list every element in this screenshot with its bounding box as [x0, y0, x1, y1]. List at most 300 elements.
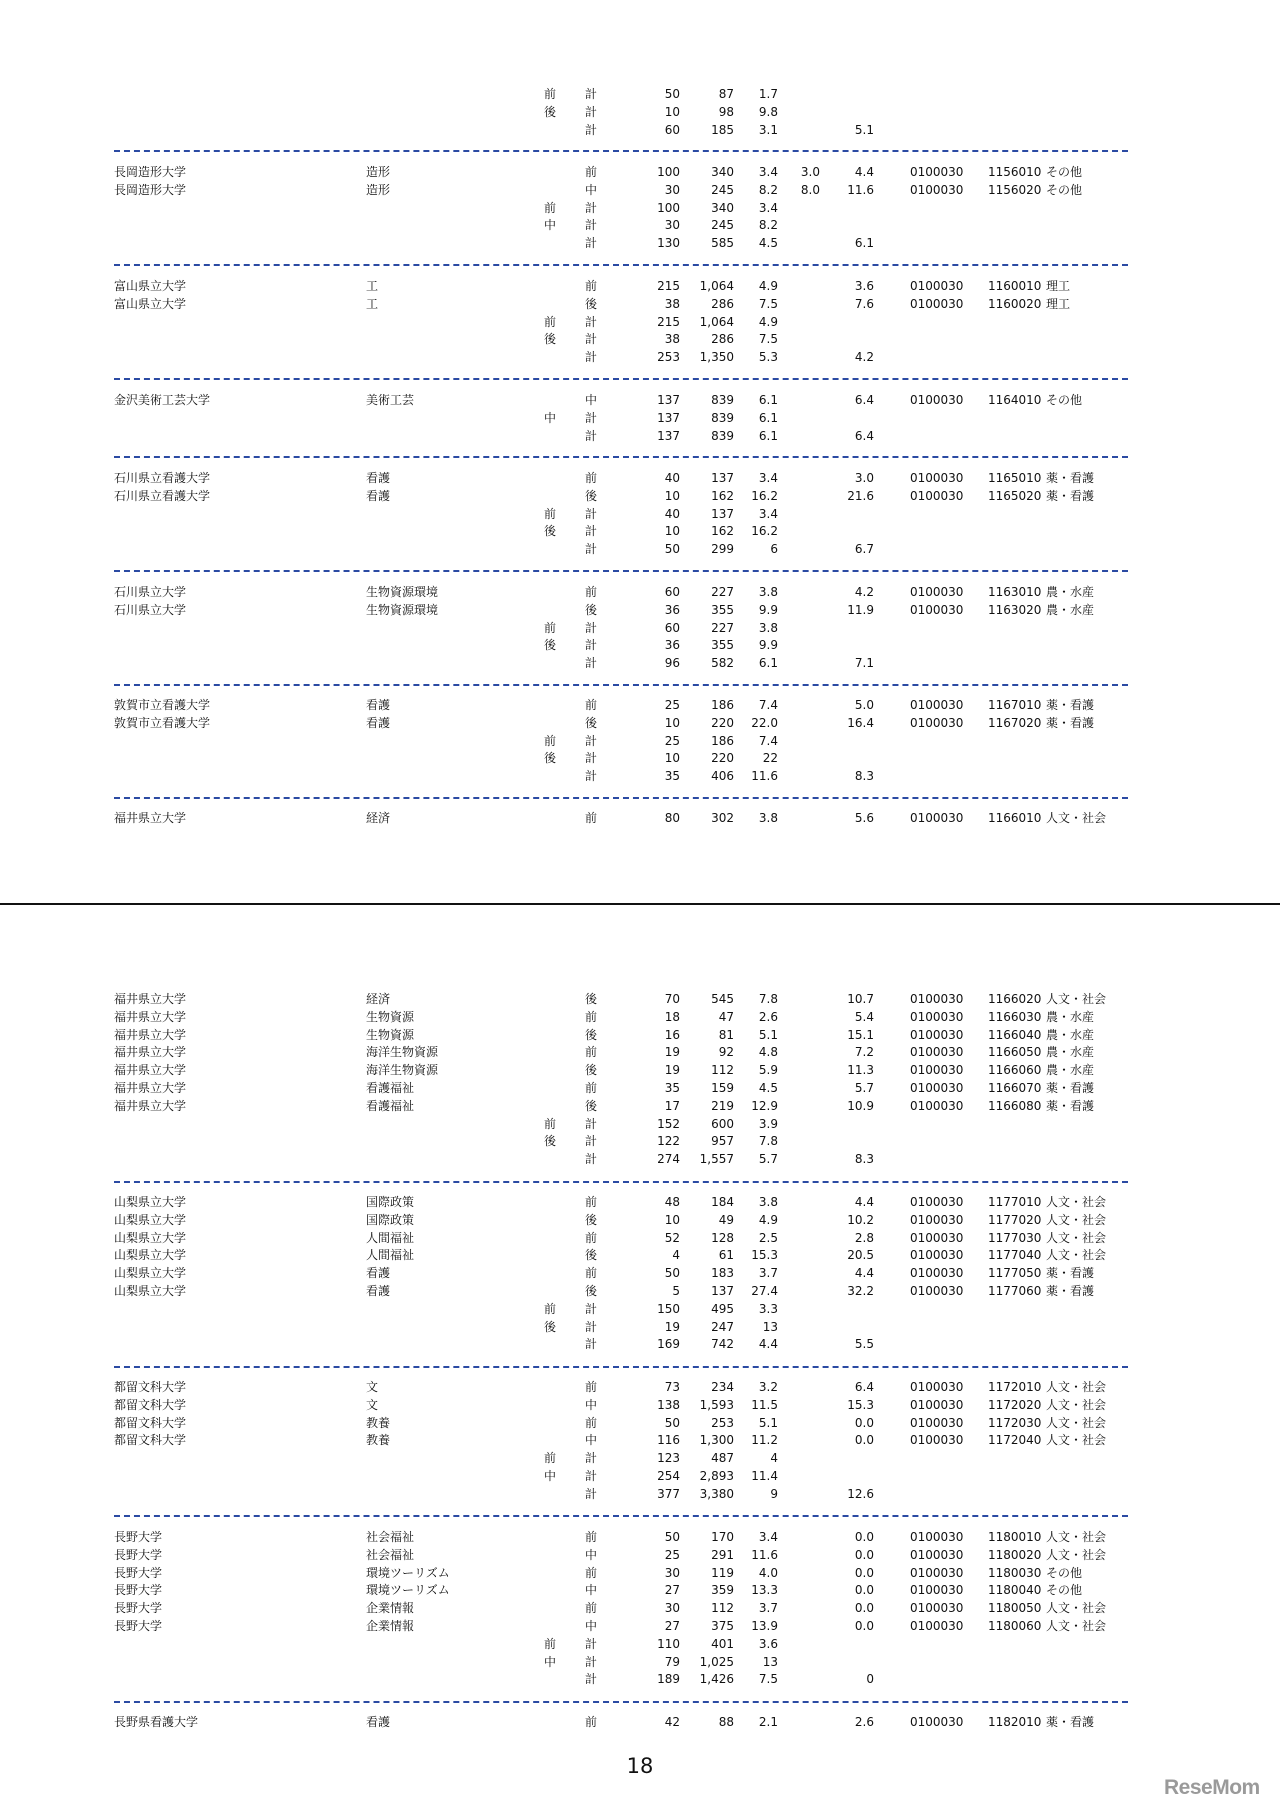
code-primary: 0100030 [910, 182, 964, 197]
applicants-value: 299 [711, 542, 734, 557]
capacity-value: 42 [664, 1715, 680, 1729]
faculty-name: 看護 [366, 488, 391, 503]
category-label: 人文・社会 [1046, 1397, 1107, 1412]
university-name: 石川県立看護大学 [114, 471, 211, 485]
prior-ratio-value: 5.1 [854, 122, 874, 137]
category-label: 人文・社会 [1046, 1230, 1107, 1245]
ratio-value: 3.8 [758, 585, 778, 599]
ratio-value: 4.5 [758, 236, 778, 251]
table-row [0, 331, 1280, 349]
prior-ratio-value: 8.3 [854, 769, 874, 784]
code-secondary: 1156020 [988, 182, 1042, 197]
faculty-name: 環境ツーリズム [366, 1583, 450, 1598]
code-secondary: 1160010 [988, 279, 1042, 293]
table-row [0, 278, 1280, 296]
capacity-value: 36 [664, 638, 680, 653]
university-name: 敦賀市立看護大学 [114, 715, 211, 730]
code-primary: 0100030 [910, 488, 964, 503]
ratio-value: 6.1 [758, 393, 778, 407]
category-label: 農・水産 [1046, 1027, 1095, 1042]
applicants-value: 186 [711, 698, 734, 712]
prior-ratio-value: 0 [866, 1672, 874, 1687]
university-name: 福井県立大学 [114, 1009, 187, 1024]
code-primary: 0100030 [910, 393, 964, 407]
capacity-value: 50 [664, 1266, 680, 1281]
capacity-value: 10 [664, 1212, 680, 1227]
code-secondary: 1177030 [988, 1230, 1042, 1245]
schedule-label: 前 [585, 1565, 598, 1580]
capacity-value: 122 [657, 1134, 680, 1149]
table-row [0, 1654, 1280, 1672]
table-row [0, 637, 1280, 655]
code-secondary: 1177020 [988, 1212, 1042, 1227]
code-primary: 0100030 [910, 1433, 964, 1448]
category-label: 人文・社会 [1046, 992, 1107, 1006]
prior-ratio-value: 4.4 [854, 1195, 874, 1209]
category-label: 農・水産 [1046, 585, 1095, 599]
table-row [0, 602, 1280, 620]
schedule-label: 計 [585, 733, 598, 748]
ratio-value: 7.4 [758, 698, 778, 712]
schedule-summary-label: 後 [544, 524, 557, 539]
schedule-label: 前 [585, 585, 598, 599]
faculty-name: 企業情報 [366, 1618, 415, 1633]
capacity-value: 25 [664, 698, 680, 712]
code-primary: 0100030 [910, 1027, 964, 1042]
table-row [0, 1062, 1280, 1080]
capacity-value: 48 [664, 1195, 680, 1209]
schedule-label: 計 [585, 314, 598, 329]
table-row [0, 428, 1280, 446]
faculty-name: 生物資源環境 [366, 602, 439, 617]
faculty-name: 経済 [366, 992, 391, 1006]
capacity-value: 254 [657, 1468, 680, 1483]
applicants-value: 183 [711, 1266, 734, 1281]
code-primary: 0100030 [910, 992, 964, 1006]
applicants-value: 81 [718, 1027, 734, 1042]
code-secondary: 1166010 [988, 811, 1042, 825]
schedule-label: 計 [585, 332, 598, 347]
applicants-value: 185 [711, 122, 734, 137]
code-primary: 0100030 [910, 1565, 964, 1580]
applicants-value: 219 [711, 1098, 734, 1113]
faculty-name: 看護 [366, 1283, 391, 1298]
code-secondary: 1166070 [988, 1080, 1042, 1095]
schedule-label: 前 [585, 1080, 598, 1095]
applicants-value: 137 [711, 471, 734, 485]
ratio-value: 2.1 [758, 1715, 778, 1729]
capacity-value: 25 [664, 733, 680, 748]
applicants-value: 170 [711, 1530, 734, 1544]
ratio-value: 3.7 [758, 1601, 778, 1616]
schedule-label: 計 [585, 87, 598, 101]
capacity-value: 40 [664, 471, 680, 485]
category-label: 農・水産 [1046, 1063, 1095, 1078]
schedule-label: 中 [585, 1547, 598, 1562]
ratio-value: 3.4 [758, 506, 778, 521]
university-name: 長岡造形大学 [114, 182, 187, 197]
capacity-value: 38 [664, 332, 680, 347]
applicants-value: 61 [718, 1248, 734, 1263]
schedule-label: 前 [585, 811, 598, 825]
table-row [0, 1230, 1280, 1248]
schedule-label: 前 [585, 1195, 598, 1209]
table-row [0, 182, 1280, 200]
faculty-name: 環境ツーリズム [366, 1565, 450, 1580]
table-row [0, 1547, 1280, 1565]
applicants-value: 1,300 [699, 1433, 734, 1448]
prior-ratio-value: 8.3 [854, 1152, 874, 1167]
category-label: 薬・看護 [1046, 1098, 1095, 1113]
prior-ratio-value: 0.0 [854, 1601, 874, 1616]
ratio-value: 3.1 [758, 122, 778, 137]
applicants-value: 88 [718, 1715, 734, 1729]
faculty-name: 生物資源環境 [366, 585, 439, 599]
category-label: 薬・看護 [1046, 471, 1095, 485]
applicants-value: 302 [711, 811, 734, 825]
category-label: 薬・看護 [1046, 488, 1095, 503]
ratio-value: 9.8 [758, 104, 778, 119]
university-block [0, 470, 1280, 559]
university-name: 福井県立大学 [114, 811, 187, 825]
category-label: 人文・社会 [1046, 811, 1107, 825]
university-name: 長野大学 [114, 1565, 163, 1580]
category-label: 人文・社会 [1046, 1195, 1107, 1209]
capacity-value: 274 [657, 1152, 680, 1167]
capacity-value: 10 [664, 488, 680, 503]
code-primary: 0100030 [910, 279, 964, 293]
capacity-value: 100 [657, 165, 680, 179]
section-separator [114, 1701, 1128, 1703]
faculty-name: 経済 [366, 811, 391, 825]
applicants-value: 3,380 [699, 1486, 734, 1501]
university-name: 山梨県立大学 [114, 1230, 187, 1245]
university-name: 長野大学 [114, 1583, 163, 1598]
capacity-value: 10 [664, 751, 680, 766]
schedule-summary-label: 前 [544, 200, 557, 215]
ratio-value: 7.5 [758, 1672, 778, 1687]
table-row [0, 1133, 1280, 1151]
extra-ratio-value: 3.0 [800, 165, 820, 179]
university-name: 長岡造形大学 [114, 165, 187, 179]
code-secondary: 1180040 [988, 1583, 1042, 1598]
university-name: 都留文科大学 [114, 1397, 187, 1412]
schedule-label: 前 [585, 1230, 598, 1245]
code-secondary: 1180030 [988, 1565, 1042, 1580]
capacity-value: 73 [664, 1380, 680, 1394]
faculty-name: 看護 [366, 471, 391, 485]
university-name: 長野大学 [114, 1547, 163, 1562]
code-secondary: 1166030 [988, 1009, 1042, 1024]
faculty-name: 看護福祉 [366, 1080, 415, 1095]
applicants-value: 234 [711, 1380, 734, 1394]
faculty-name: 国際政策 [366, 1212, 415, 1227]
code-primary: 0100030 [910, 471, 964, 485]
ratio-value: 4.4 [758, 1337, 778, 1352]
capacity-value: 19 [664, 1063, 680, 1078]
university-block [0, 1379, 1280, 1504]
code-primary: 0100030 [910, 1063, 964, 1078]
category-label: 人文・社会 [1046, 1601, 1107, 1616]
capacity-value: 30 [664, 1601, 680, 1616]
schedule-summary-label: 前 [544, 1451, 557, 1466]
applicants-value: 112 [711, 1601, 734, 1616]
faculty-name: 生物資源 [366, 1027, 415, 1042]
applicants-value: 742 [711, 1337, 734, 1352]
category-label: 薬・看護 [1046, 715, 1095, 730]
ratio-value: 16.2 [751, 524, 778, 539]
capacity-value: 30 [664, 1565, 680, 1580]
code-secondary: 1166050 [988, 1045, 1042, 1060]
university-name: 長野大学 [114, 1618, 163, 1633]
university-name: 富山県立大学 [114, 296, 187, 311]
ratio-value: 3.4 [758, 200, 778, 215]
applicants-value: 245 [711, 218, 734, 233]
ratio-value: 3.6 [758, 1636, 778, 1651]
ratio-value: 7.4 [758, 733, 778, 748]
applicants-value: 137 [711, 506, 734, 521]
code-secondary: 1180020 [988, 1547, 1042, 1562]
applicants-value: 92 [718, 1045, 734, 1060]
ratio-value: 4.5 [758, 1080, 778, 1095]
applicants-value: 1,064 [699, 314, 734, 329]
capacity-value: 35 [664, 1080, 680, 1095]
table-row [0, 1044, 1280, 1062]
ratio-value: 13 [762, 1654, 778, 1669]
prior-ratio-value: 6.4 [854, 1380, 874, 1394]
schedule-summary-label: 後 [544, 751, 557, 766]
table-row [0, 1194, 1280, 1212]
code-secondary: 1180050 [988, 1601, 1042, 1616]
table-row [0, 296, 1280, 314]
prior-ratio-value: 6.4 [854, 428, 874, 443]
capacity-value: 100 [657, 200, 680, 215]
code-primary: 0100030 [910, 811, 964, 825]
schedule-summary-label: 前 [544, 314, 557, 329]
table-row [0, 1212, 1280, 1230]
table-row [0, 1450, 1280, 1468]
applicants-value: 839 [711, 393, 734, 407]
table-row [0, 1582, 1280, 1600]
applicants-value: 227 [711, 585, 734, 599]
ratio-value: 9 [770, 1486, 778, 1501]
applicants-value: 839 [711, 428, 734, 443]
category-label: その他 [1046, 1583, 1083, 1598]
ratio-value: 3.3 [758, 1301, 778, 1316]
prior-ratio-value: 15.1 [847, 1027, 874, 1042]
university-name: 石川県立大学 [114, 585, 187, 599]
schedule-label: 前 [585, 1009, 598, 1024]
schedule-label: 計 [585, 656, 598, 671]
prior-ratio-value: 6.4 [854, 393, 874, 407]
schedule-summary-label: 後 [544, 104, 557, 119]
code-primary: 0100030 [910, 1195, 964, 1209]
prior-ratio-value: 0.0 [854, 1530, 874, 1544]
ratio-value: 22 [762, 751, 778, 766]
category-label: 人文・社会 [1046, 1433, 1107, 1448]
section-separator [114, 570, 1128, 572]
schedule-label: 後 [585, 1283, 598, 1298]
capacity-value: 150 [657, 1301, 680, 1316]
schedule-label: 計 [585, 1486, 598, 1501]
ratio-value: 6.1 [758, 656, 778, 671]
capacity-value: 60 [664, 585, 680, 599]
code-secondary: 1172040 [988, 1433, 1042, 1448]
table-row [0, 122, 1280, 140]
capacity-value: 5 [672, 1283, 680, 1298]
schedule-label: 計 [585, 122, 598, 137]
university-name: 石川県立看護大学 [114, 488, 211, 503]
capacity-value: 50 [664, 87, 680, 101]
code-secondary: 1166060 [988, 1063, 1042, 1078]
applicants-value: 162 [711, 524, 734, 539]
prior-ratio-value: 11.9 [847, 602, 874, 617]
applicants-value: 128 [711, 1230, 734, 1245]
extra-ratio-value: 8.0 [800, 182, 820, 197]
schedule-summary-label: 前 [544, 87, 557, 101]
code-primary: 0100030 [910, 1530, 964, 1544]
ratio-value: 7.5 [758, 332, 778, 347]
schedule-label: 計 [585, 1152, 598, 1167]
applicants-value: 495 [711, 1301, 734, 1316]
schedule-label: 計 [585, 104, 598, 119]
code-primary: 0100030 [910, 1415, 964, 1430]
applicants-value: 1,557 [699, 1152, 734, 1167]
capacity-value: 27 [664, 1618, 680, 1633]
capacity-value: 377 [657, 1486, 680, 1501]
prior-ratio-value: 4.4 [854, 1266, 874, 1281]
prior-ratio-value: 0.0 [854, 1565, 874, 1580]
schedule-summary-label: 後 [544, 1319, 557, 1334]
applicants-value: 49 [718, 1212, 734, 1227]
university-name: 福井県立大学 [114, 1080, 187, 1095]
schedule-label: 計 [585, 410, 598, 425]
code-secondary: 1177060 [988, 1283, 1042, 1298]
prior-ratio-value: 0.0 [854, 1618, 874, 1633]
category-label: その他 [1046, 182, 1083, 197]
section-separator [114, 264, 1128, 266]
ratio-value: 11.4 [751, 1468, 778, 1483]
category-label: 人文・社会 [1046, 1415, 1107, 1430]
schedule-label: 計 [585, 751, 598, 766]
university-block [0, 991, 1280, 1169]
code-secondary: 1156010 [988, 165, 1042, 179]
schedule-label: 前 [585, 471, 598, 485]
prior-ratio-value: 4.2 [854, 585, 874, 599]
applicants-value: 355 [711, 602, 734, 617]
university-block [0, 584, 1280, 673]
section-separator [114, 150, 1128, 152]
prior-ratio-value: 5.4 [854, 1009, 874, 1024]
code-primary: 0100030 [910, 1212, 964, 1227]
capacity-value: 130 [657, 236, 680, 251]
prior-ratio-value: 16.4 [847, 715, 874, 730]
code-primary: 0100030 [910, 1715, 964, 1729]
prior-ratio-value: 6.7 [854, 542, 874, 557]
ratio-value: 11.2 [751, 1433, 778, 1448]
code-secondary: 1177040 [988, 1248, 1042, 1263]
ratio-value: 11.6 [751, 1547, 778, 1562]
table-row [0, 349, 1280, 367]
ratio-value: 8.2 [758, 182, 778, 197]
ratio-value: 2.5 [758, 1230, 778, 1245]
category-label: 人文・社会 [1046, 1547, 1107, 1562]
schedule-summary-label: 前 [544, 506, 557, 521]
prior-ratio-value: 10.9 [847, 1098, 874, 1113]
code-primary: 0100030 [910, 585, 964, 599]
faculty-name: 生物資源 [366, 1009, 415, 1024]
ratio-value: 9.9 [758, 638, 778, 653]
schedule-label: 前 [585, 1380, 598, 1394]
ratio-value: 4 [770, 1451, 778, 1466]
faculty-name: 企業情報 [366, 1601, 415, 1616]
applicants-value: 1,350 [699, 350, 734, 365]
table-row [0, 1301, 1280, 1319]
schedule-label: 計 [585, 1451, 598, 1466]
capacity-value: 138 [657, 1397, 680, 1412]
faculty-name: 工 [366, 279, 379, 293]
university-name: 敦賀市立看護大学 [114, 698, 211, 712]
capacity-value: 35 [664, 769, 680, 784]
university-name: 福井県立大学 [114, 992, 187, 1006]
schedule-label: 後 [585, 1063, 598, 1078]
code-secondary: 1177010 [988, 1195, 1042, 1209]
ratio-value: 3.4 [758, 165, 778, 179]
applicants-value: 227 [711, 620, 734, 635]
ratio-value: 13 [762, 1319, 778, 1334]
capacity-value: 52 [664, 1230, 680, 1245]
capacity-value: 79 [664, 1654, 680, 1669]
code-primary: 0100030 [910, 1380, 964, 1394]
prior-ratio-value: 5.6 [854, 811, 874, 825]
code-primary: 0100030 [910, 698, 964, 712]
capacity-value: 27 [664, 1583, 680, 1598]
schedule-label: 中 [585, 1583, 598, 1598]
schedule-label: 計 [585, 350, 598, 365]
code-secondary: 1165010 [988, 471, 1042, 485]
capacity-value: 30 [664, 182, 680, 197]
applicants-value: 355 [711, 638, 734, 653]
table-row [0, 991, 1280, 1009]
ratio-value: 6 [770, 542, 778, 557]
ratio-value: 5.1 [758, 1027, 778, 1042]
ratio-value: 5.7 [758, 1152, 778, 1167]
table-row [0, 1618, 1280, 1636]
schedule-label: 前 [585, 1415, 598, 1430]
capacity-value: 50 [664, 1415, 680, 1430]
university-name: 長野県看護大学 [114, 1715, 199, 1729]
capacity-value: 30 [664, 218, 680, 233]
table-row [0, 697, 1280, 715]
schedule-label: 中 [585, 1433, 598, 1448]
schedule-summary-label: 中 [544, 1468, 557, 1483]
code-secondary: 1177050 [988, 1266, 1042, 1281]
capacity-value: 137 [657, 410, 680, 425]
code-secondary: 1166020 [988, 992, 1042, 1006]
ratio-value: 3.8 [758, 1195, 778, 1209]
applicants-value: 340 [711, 165, 734, 179]
code-secondary: 1167020 [988, 715, 1042, 730]
schedule-label: 後 [585, 1212, 598, 1227]
capacity-value: 189 [657, 1672, 680, 1687]
capacity-value: 215 [657, 314, 680, 329]
section-separator [114, 684, 1128, 686]
applicants-value: 47 [718, 1009, 734, 1024]
capacity-value: 40 [664, 506, 680, 521]
table-row [0, 1319, 1280, 1337]
category-label: 薬・看護 [1046, 698, 1095, 712]
applicants-value: 487 [711, 1451, 734, 1466]
